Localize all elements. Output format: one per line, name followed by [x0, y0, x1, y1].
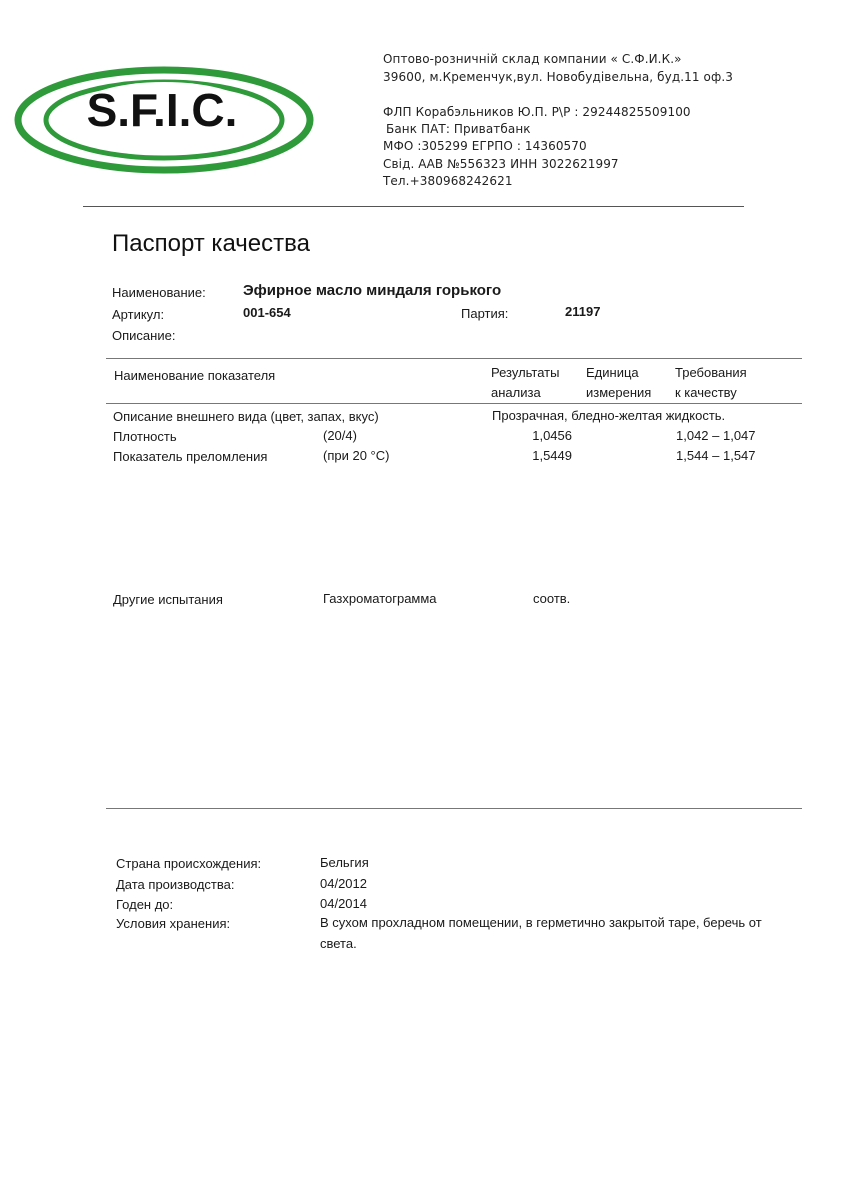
other-tests-label: Другие испытания: [113, 592, 223, 607]
row-refraction-result: 1,5449: [532, 448, 572, 463]
expiry-label: Годен до:: [116, 897, 174, 912]
company-logo: [14, 62, 320, 182]
row-density-result: 1,0456: [532, 428, 572, 443]
batch-label: Партия:: [461, 306, 509, 321]
row-appearance-result: Прозрачная, бледно-желтая жидкость.: [492, 408, 726, 423]
header-requirements-line2: к качеству: [675, 385, 737, 400]
production-label: Дата производства:: [116, 877, 235, 892]
logo-text: S.F.I.C.: [86, 84, 238, 136]
batch-value: 21197: [565, 304, 601, 319]
company-line-5: МФО :305299 ЕГРПО : 14360570: [383, 139, 587, 153]
company-line-2: 39600, м.Кременчук,вул. Новобудівельна, буд.11 оф.3: [383, 70, 733, 84]
article-label: Артикул:: [112, 307, 165, 322]
row-refraction-name: Показатель преломления: [113, 449, 268, 464]
country-label: Страна происхождения:: [116, 856, 262, 871]
article-value: 001-654: [243, 305, 291, 320]
row-refraction-requirement: 1,544 – 1,547: [676, 448, 756, 463]
row-refraction-condition: (при 20 °С): [323, 448, 390, 463]
header-indicator: Наименование показателя: [114, 368, 276, 383]
storage-value-line1: В сухом прохладном помещении, в герметично закрытой таре, беречь от: [320, 915, 762, 930]
logo-rings: [14, 62, 320, 182]
table-header-line: [106, 403, 802, 404]
country-value: Бельгия: [320, 855, 369, 870]
header-results-line2: анализа: [491, 385, 541, 400]
header-divider: [83, 206, 744, 207]
row-density-requirement: 1,042 – 1,047: [676, 428, 756, 443]
name-value: Эфирное масло миндаля горького: [243, 282, 502, 299]
other-tests-method: Газхроматограмма: [323, 591, 437, 606]
table-top-line: [106, 358, 802, 359]
page-title: Паспорт качества: [112, 230, 310, 257]
header-unit-line2: измерения: [586, 385, 652, 400]
header-requirements-line1: Требования: [675, 365, 747, 380]
expiry-value: 04/2014: [320, 896, 367, 911]
row-appearance-name: Описание внешнего вида (цвет, запах, вкус): [113, 409, 379, 424]
company-line-1: Оптово-розничній склад компании « С.Ф.И.К.»: [383, 52, 682, 66]
company-line-4: Банк ПАТ: Приватбанк: [386, 122, 531, 136]
storage-label: Условия хранения:: [116, 916, 231, 931]
description-label: Описание:: [112, 328, 176, 343]
table-bottom-line: [106, 808, 802, 809]
company-line-3: ФЛП Корабэльников Ю.П. Р\Р : 29244825509100: [383, 105, 691, 119]
row-density-condition: (20/4): [323, 428, 357, 443]
storage-value-line2: света.: [320, 936, 357, 951]
other-tests-result: соотв.: [533, 591, 571, 606]
company-line-6: Свід. ААВ №556323 ИНН 3022621997: [383, 157, 619, 171]
header-unit-line1: Единица: [586, 365, 639, 380]
production-value: 04/2012: [320, 876, 367, 891]
name-label: Наименование:: [112, 285, 206, 300]
row-density-name: Плотность: [113, 429, 177, 444]
header-requirements: [675, 363, 747, 403]
company-line-7: Тел.+380968242621: [383, 174, 513, 188]
header-results-line1: Результаты: [491, 365, 560, 380]
header-unit: [586, 363, 651, 403]
header-results: [491, 363, 559, 403]
